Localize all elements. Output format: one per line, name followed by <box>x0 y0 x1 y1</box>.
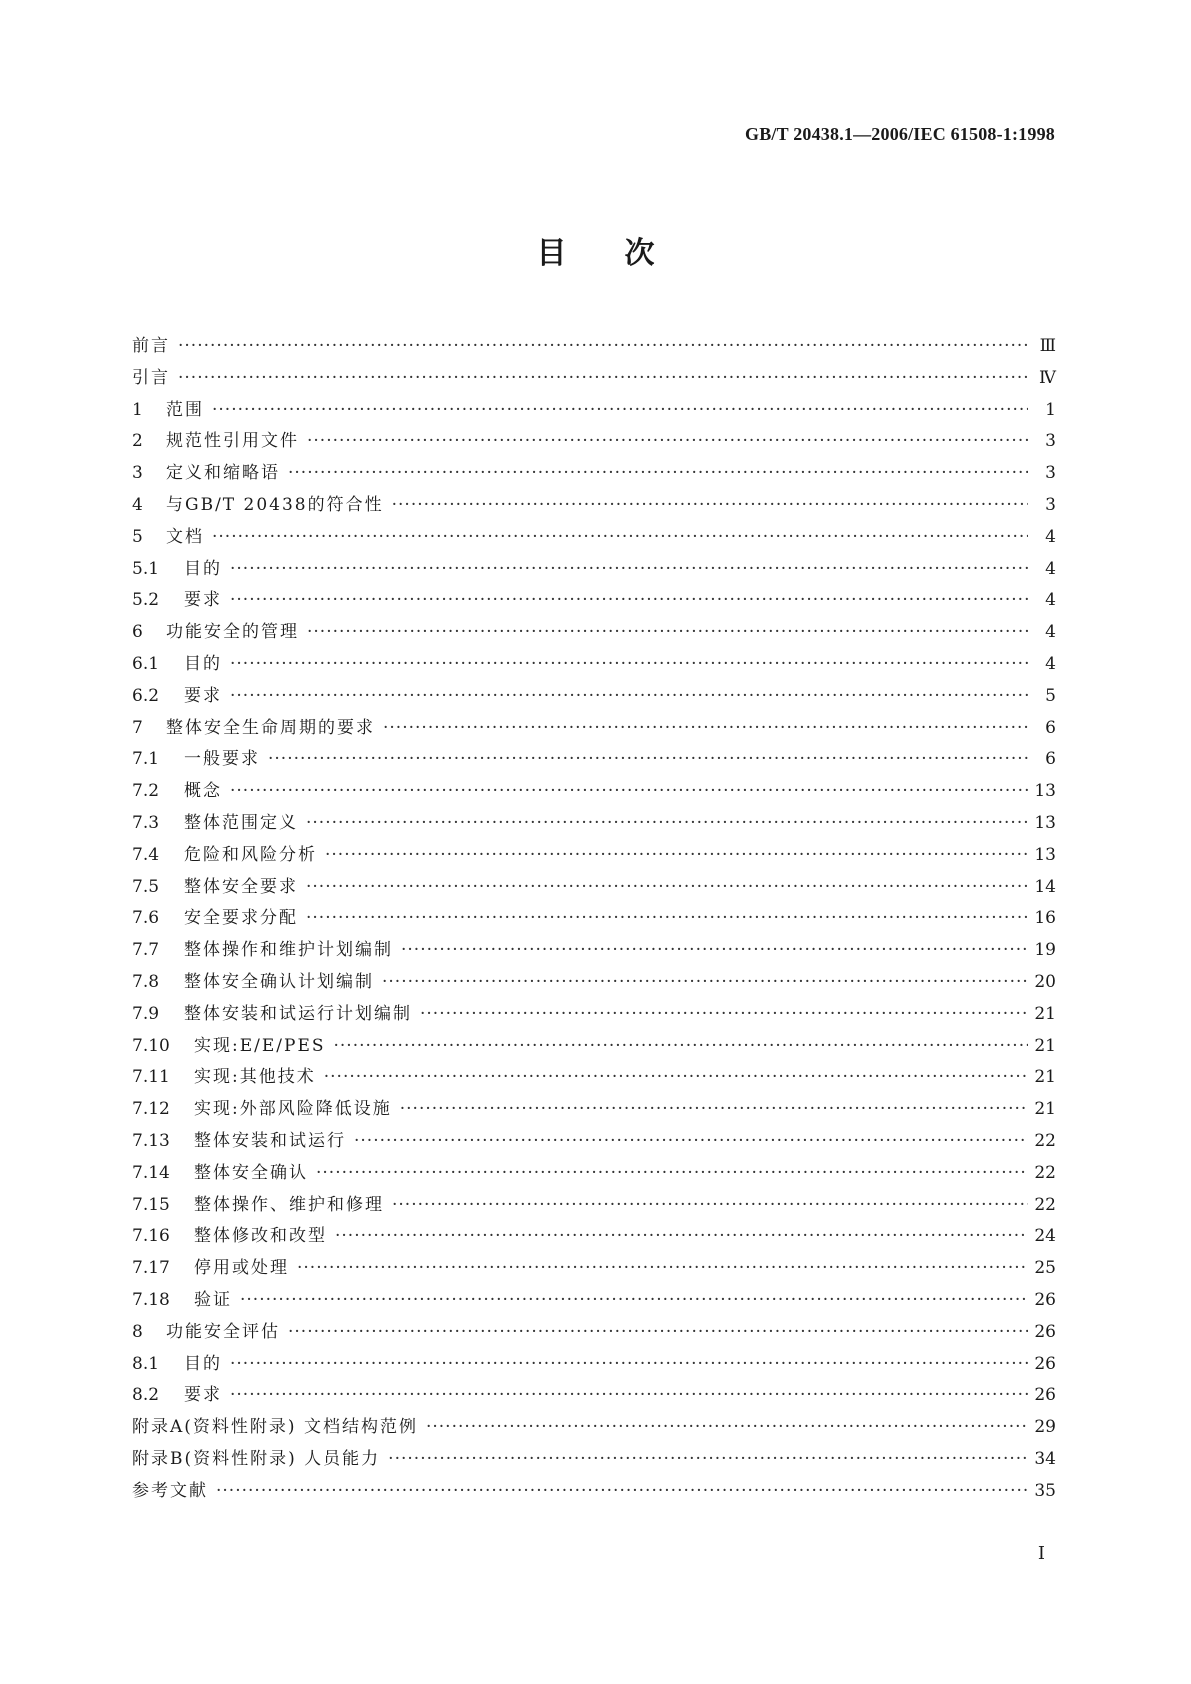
toc-entry-page: 4 <box>1045 558 1056 579</box>
toc-leader-dots <box>307 426 1028 458</box>
toc-entry-number: 2 <box>132 431 143 452</box>
toc-entry-label: 实现:其他技术 <box>194 1067 316 1088</box>
toc-entry[interactable] <box>132 1476 1056 1508</box>
toc-entry-number: 7.6 <box>132 908 160 929</box>
toc-entry-number: 7.2 <box>132 781 160 802</box>
toc-leader-dots <box>324 1062 1028 1094</box>
toc-leader-dots <box>400 1094 1028 1126</box>
toc-entry-label: 定义和缩略语 <box>166 463 280 484</box>
toc-entry-label: 实现:外部风险降低设施 <box>194 1099 392 1120</box>
toc-entry-number: 8.2 <box>132 1385 160 1406</box>
toc-entry[interactable] <box>132 1317 1056 1349</box>
toc-entry-page: 35 <box>1034 1480 1056 1501</box>
toc-entry-number: 7.15 <box>132 1194 170 1215</box>
toc-leader-dots <box>426 1412 1028 1444</box>
toc-entry-page: 14 <box>1034 876 1056 897</box>
toc-entry-label: 停用或处理 <box>194 1258 289 1279</box>
toc-entry-page: 13 <box>1034 781 1056 802</box>
toc-entry[interactable] <box>132 1094 1056 1126</box>
toc-entry-label: 安全要求分配 <box>184 908 298 929</box>
toc-entry-number: 8 <box>132 1321 143 1342</box>
toc-leader-dots <box>401 935 1028 967</box>
toc-leader-dots <box>212 395 1028 427</box>
toc-entry[interactable] <box>132 903 1056 935</box>
toc-entry[interactable] <box>132 331 1056 363</box>
standard-code: GB/T 20438.1—2006/IEC 61508-1:1998 <box>745 124 1055 144</box>
toc-entry-label: 整体安装和试运行计划编制 <box>184 1003 412 1024</box>
toc-entry-number: 7.1 <box>132 749 160 770</box>
toc-entry[interactable] <box>132 1253 1056 1285</box>
toc-entry-page: 3 <box>1045 463 1056 484</box>
toc-entry-page: 6 <box>1045 717 1056 738</box>
toc-leader-dots <box>230 681 1028 713</box>
toc-leader-dots <box>383 713 1028 745</box>
toc-leader-dots <box>316 1158 1028 1190</box>
toc-entry-label: 整体安装和试运行 <box>194 1130 346 1151</box>
toc-entry[interactable] <box>132 1285 1056 1317</box>
toc-entry[interactable] <box>132 1062 1056 1094</box>
toc-entry-label: 整体安全生命周期的要求 <box>166 717 375 738</box>
toc-entry-number: 8.1 <box>132 1353 160 1374</box>
toc-leader-dots <box>230 776 1028 808</box>
toc-leader-dots <box>297 1253 1028 1285</box>
toc-entry-number: 7.3 <box>132 812 160 833</box>
toc-entry-page: 24 <box>1034 1226 1056 1247</box>
toc-entry-label: 整体安全确认计划编制 <box>184 971 374 992</box>
toc-entry-page: 4 <box>1045 526 1056 547</box>
toc-entry[interactable] <box>132 840 1056 872</box>
toc-entry-label: 整体操作和维护计划编制 <box>184 940 393 961</box>
toc-entry-label: 目的 <box>184 653 222 674</box>
toc-entry-page: 21 <box>1034 1099 1056 1120</box>
toc-leader-dots <box>388 1444 1028 1476</box>
toc-entry-number: 6 <box>132 622 143 643</box>
toc-entry-label: 实现:E/E/PES <box>194 1035 326 1056</box>
toc-entry-page: 13 <box>1034 844 1056 865</box>
toc-entry-number: 7.17 <box>132 1258 170 1279</box>
toc-leader-dots <box>325 840 1028 872</box>
toc-entry-number: 7.12 <box>132 1099 170 1120</box>
toc-leader-dots <box>307 617 1028 649</box>
toc-entry-label: 危险和风险分析 <box>184 844 317 865</box>
toc-entry-page: 19 <box>1034 940 1056 961</box>
toc-entry[interactable] <box>132 522 1056 554</box>
toc-entry-label: 与GB/T 20438的符合性 <box>166 494 384 515</box>
toc-leader-dots <box>230 554 1028 586</box>
toc-entry[interactable] <box>132 458 1056 490</box>
toc-entry-page: 4 <box>1045 653 1056 674</box>
toc-entry-label: 功能安全的管理 <box>166 622 299 643</box>
toc-entry-label: 目的 <box>184 1353 222 1374</box>
toc-entry-number: 4 <box>132 494 143 515</box>
toc-leader-dots <box>288 458 1028 490</box>
toc-entry-number: 5.2 <box>132 590 160 611</box>
toc-entry-number: 6.2 <box>132 685 160 706</box>
toc-entry-page: 34 <box>1034 1448 1056 1469</box>
toc-entry-number: 7.16 <box>132 1226 170 1247</box>
toc-entry[interactable] <box>132 967 1056 999</box>
toc-entry[interactable] <box>132 1412 1056 1444</box>
toc-entry-label: 要求 <box>184 590 222 611</box>
toc-leader-dots <box>306 872 1028 904</box>
toc-entry-label: 一般要求 <box>184 749 260 770</box>
toc-entry-page: 3 <box>1045 431 1056 452</box>
toc-entry[interactable] <box>132 681 1056 713</box>
toc-entry[interactable] <box>132 1349 1056 1381</box>
toc-entry-label: 附录B(资料性附录) 人员能力 <box>132 1448 381 1469</box>
toc-entry[interactable] <box>132 426 1056 458</box>
table-of-contents <box>132 331 1056 1507</box>
toc-entry[interactable] <box>132 395 1056 427</box>
toc-entry-label: 整体范围定义 <box>184 812 298 833</box>
toc-entry-page: 22 <box>1034 1194 1056 1215</box>
toc-entry-number: 5.1 <box>132 558 160 579</box>
toc-entry-number: 7.5 <box>132 876 160 897</box>
toc-entry[interactable] <box>132 999 1056 1031</box>
toc-entry-page: 26 <box>1034 1385 1056 1406</box>
toc-entry-number: 7.13 <box>132 1130 170 1151</box>
toc-leader-dots <box>230 1380 1028 1412</box>
toc-entry-page: 1 <box>1045 399 1056 420</box>
toc-entry[interactable] <box>132 1031 1056 1063</box>
toc-entry-number: 7.7 <box>132 940 160 961</box>
toc-entry[interactable] <box>132 617 1056 649</box>
toc-entry-label: 引言 <box>132 367 170 388</box>
toc-entry-number: 7.11 <box>132 1067 170 1088</box>
toc-entry[interactable] <box>132 808 1056 840</box>
toc-entry[interactable] <box>132 554 1056 586</box>
toc-leader-dots <box>216 1476 1028 1508</box>
toc-leader-dots <box>288 1317 1028 1349</box>
toc-entry-page: 25 <box>1034 1258 1056 1279</box>
toc-entry-page: 4 <box>1045 590 1056 611</box>
toc-leader-dots <box>230 1349 1028 1381</box>
toc-entry[interactable] <box>132 363 1056 395</box>
toc-entry-page: 3 <box>1045 494 1056 515</box>
toc-entry-label: 文档 <box>166 526 204 547</box>
toc-entry[interactable] <box>132 1158 1056 1190</box>
toc-leader-dots <box>392 1190 1028 1222</box>
toc-leader-dots <box>178 363 1028 395</box>
toc-entry-page: 26 <box>1034 1353 1056 1374</box>
toc-entry-page: 5 <box>1045 685 1056 706</box>
toc-entry-page: 4 <box>1045 622 1056 643</box>
toc-entry-page: 26 <box>1034 1321 1056 1342</box>
toc-entry-page: 13 <box>1034 812 1056 833</box>
toc-leader-dots <box>334 1031 1029 1063</box>
toc-entry-label: 范围 <box>166 399 204 420</box>
toc-entry-label: 功能安全评估 <box>166 1321 280 1342</box>
toc-entry[interactable] <box>132 1126 1056 1158</box>
toc-entry[interactable] <box>132 1444 1056 1476</box>
toc-entry-number: 7.14 <box>132 1162 170 1183</box>
toc-entry-page: 6 <box>1045 749 1056 770</box>
toc-entry-label: 要求 <box>184 685 222 706</box>
toc-entry-page: 16 <box>1034 908 1056 929</box>
page-number: Ⅰ <box>1037 1543 1045 1564</box>
toc-entry[interactable] <box>132 585 1056 617</box>
toc-entry-page: 21 <box>1034 1067 1056 1088</box>
toc-entry[interactable] <box>132 1221 1056 1253</box>
toc-entry-page: 22 <box>1034 1162 1056 1183</box>
toc-entry-label: 整体安全要求 <box>184 876 298 897</box>
toc-leader-dots <box>230 649 1028 681</box>
toc-entry[interactable] <box>132 1380 1056 1412</box>
toc-leader-dots <box>335 1221 1028 1253</box>
toc-leader-dots <box>306 903 1028 935</box>
toc-entry[interactable] <box>132 713 1056 745</box>
toc-entry-number: 7.8 <box>132 971 160 992</box>
toc-entry[interactable] <box>132 935 1056 967</box>
toc-leader-dots <box>392 490 1028 522</box>
toc-leader-dots <box>268 744 1028 776</box>
toc-entry-label: 整体安全确认 <box>194 1162 308 1183</box>
toc-entry[interactable] <box>132 872 1056 904</box>
toc-entry[interactable] <box>132 649 1056 681</box>
toc-entry-number: 7.18 <box>132 1289 170 1310</box>
toc-entry[interactable] <box>132 744 1056 776</box>
toc-entry-page: 21 <box>1034 1035 1056 1056</box>
toc-entry-number: 7.10 <box>132 1035 170 1056</box>
toc-entry-number: 6.1 <box>132 653 160 674</box>
toc-entry-label: 整体操作、维护和修理 <box>194 1194 384 1215</box>
toc-entry-label: 前言 <box>132 336 170 356</box>
toc-leader-dots <box>178 331 1028 363</box>
toc-entry-label: 整体修改和改型 <box>194 1226 327 1247</box>
toc-entry-page: Ⅲ <box>1039 336 1056 356</box>
toc-entry-page: 20 <box>1034 971 1056 992</box>
toc-entry[interactable] <box>132 1190 1056 1222</box>
toc-leader-dots <box>420 999 1028 1031</box>
toc-entry-label: 目的 <box>184 558 222 579</box>
toc-entry-number: 7 <box>132 717 143 738</box>
toc-entry-number: 1 <box>132 399 143 420</box>
page-title: 目次 <box>536 236 713 271</box>
toc-entry-page: Ⅳ <box>1039 367 1056 388</box>
toc-leader-dots <box>306 808 1028 840</box>
toc-entry[interactable] <box>132 490 1056 522</box>
toc-leader-dots <box>382 967 1028 999</box>
toc-entry-page: 22 <box>1034 1130 1056 1151</box>
toc-leader-dots <box>240 1285 1028 1317</box>
toc-entry-number: 7.9 <box>132 1003 160 1024</box>
toc-entry-label: 验证 <box>194 1289 232 1310</box>
toc-entry[interactable] <box>132 776 1056 808</box>
toc-entry-label: 概念 <box>184 781 222 802</box>
toc-entry-label: 规范性引用文件 <box>166 431 299 452</box>
toc-entry-number: 3 <box>132 463 143 484</box>
toc-entry-number: 5 <box>132 526 143 547</box>
toc-leader-dots <box>354 1126 1028 1158</box>
toc-entry-page: 29 <box>1034 1417 1056 1438</box>
toc-entry-page: 26 <box>1034 1289 1056 1310</box>
toc-entry-label: 参考文献 <box>132 1480 208 1501</box>
toc-entry-page: 21 <box>1034 1003 1056 1024</box>
toc-leader-dots <box>212 522 1028 554</box>
toc-leader-dots <box>230 585 1028 617</box>
toc-entry-label: 附录A(资料性附录) 文档结构范例 <box>132 1417 418 1438</box>
toc-entry-label: 要求 <box>184 1385 222 1406</box>
toc-entry-number: 7.4 <box>132 844 160 865</box>
